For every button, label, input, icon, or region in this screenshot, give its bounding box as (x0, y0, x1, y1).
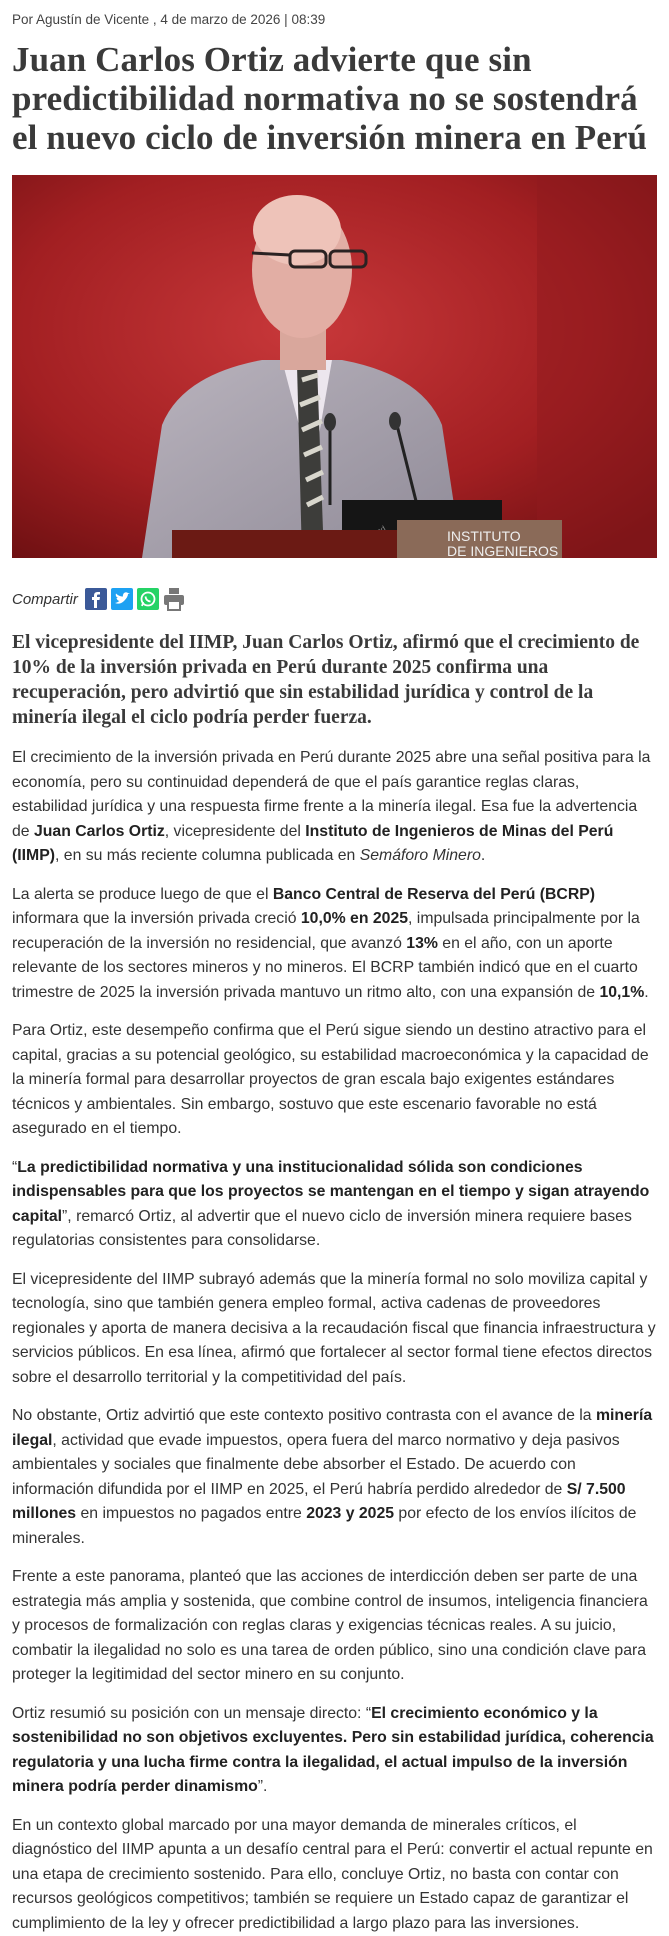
article-paragraph (12, 1814, 657, 1936)
bold-text: Instituto de Ingenieros de Minas del Perú (IIMP) (12, 823, 613, 865)
paragraph-text: por efecto de los envíos ilícitos de minerales. (12, 1505, 636, 1547)
article-paragraph (12, 1268, 657, 1391)
bold-text: S/ 7.500 millones (12, 1481, 626, 1523)
paragraph-text: ”. (258, 1778, 268, 1795)
whatsapp-icon[interactable] (137, 588, 159, 610)
bold-text: La predictibilidad normativa y una institucionalidad sólida son condiciones indispensables para que los proyectos se mantengan en el tiempo y sigan atrayendo capital (12, 1159, 649, 1225)
twitter-icon[interactable] (111, 588, 133, 610)
paragraph-text: En un contexto global marcado por una mayor demanda de minerales críticos, el diagnóstico del IIMP apunta a un desafío central para el Perú: convertir el actual repunte en una etapa de crecimiento sostenido. Para ello, concluye Ortiz, no basta con contar con recursos geológicos competitivos; también se requiere un Estado capaz de garantizar el cumplimiento de la ley y ofrecer predictibilidad a largo plazo para las inversiones. (12, 1817, 653, 1932)
byline: Por Agustín de Vicente , 4 de marzo de 2026 | 08:39 (12, 0, 657, 30)
paragraph-text: , impulsada principalmente por la recuperación de la inversión no residencial, que avanzó (12, 910, 640, 952)
facebook-icon[interactable] (85, 588, 107, 610)
bold-text: Juan Carlos Ortiz (34, 823, 165, 840)
bold-text: El crecimiento económico y la sostenibilidad no son objetivos excluyentes. Pero sin estabilidad jurídica, coherencia regulatoria y una lucha firme contra la ilegalidad, el actual impulso de la inversión minera podría perder dinamismo (12, 1705, 654, 1796)
paragraph-text: No obstante, Ortiz advirtió que este contexto positivo contrasta con el avance de la (12, 1407, 596, 1424)
article-paragraph (12, 1702, 657, 1800)
paragraph-text: Para Ortiz, este desempeño confirma que el Perú sigue siendo un destino atractivo para el capital, gracias a su potencial geológico, su estabilidad macroeconómica y la capacidad de la minería formal para desarrollar proyectos de gran escala bajo exigentes estándares técnicos y ambientales. Sin embargo, sostuvo que este escenario favorable no está asegurado en el tiempo. (12, 1022, 649, 1137)
bold-text: 2023 y 2025 (306, 1505, 394, 1522)
paragraph-text: , vicepresidente del (165, 823, 306, 840)
article-photo (12, 175, 657, 558)
paragraph-text: , en su más reciente columna publicada en (55, 847, 360, 864)
article-paragraph (12, 1404, 657, 1551)
article-paragraph (12, 883, 657, 1006)
paragraph-text: Ortiz resumió su posición con un mensaje directo: “ (12, 1705, 371, 1722)
article-lede: El vicepresidente del IIMP, Juan Carlos Ortiz, afirmó que el crecimiento de 10% de la inversión privada en Perú durante 2025 confirma una recuperación, pero advirtió que sin estabilidad jurídica y control de la minería ilegal el ciclo podría perder fuerza. (12, 630, 657, 730)
print-icon[interactable] (163, 588, 185, 610)
bold-text: 10,1% (599, 984, 644, 1001)
paragraph-text: en impuestos no pagados entre (76, 1505, 306, 1522)
italic-text: Semáforo Minero (360, 847, 481, 864)
paragraph-text: . (481, 847, 485, 864)
bold-text: minería ilegal (12, 1407, 652, 1449)
article-paragraph (12, 1565, 657, 1688)
share-label: Compartir (12, 591, 78, 608)
podium-text: INSTITUTO (447, 528, 521, 544)
paragraph-text: El vicepresidente del IIMP subrayó además que la minería formal no solo moviliza capital y tecnología, sino que también genera empleo formal, activa cadenas de proveedores regionales y aporta de manera decisiva a la recaudación fiscal que financia infraestructura y servicios públicos. En esa línea, afirmó que fortalecer al sector formal tiene efectos directos sobre el desarrollo territorial y la competitividad del país. (12, 1271, 656, 1386)
article-paragraph (12, 1156, 657, 1254)
paragraph-text: El crecimiento de la inversión privada en Perú durante 2025 abre una señal positiva para la economía, pero su continuidad dependerá de que el país garantice reglas claras, estabilidad jurídica y una respuesta firme frente a la minería ilegal. Esa fue la advertencia de (12, 749, 650, 840)
article-title: Juan Carlos Ortiz advierte que sin predictibilidad normativa no se sostendrá el nuevo ciclo de inversión minera en Perú (12, 40, 657, 157)
paragraph-text: La alerta se produce luego de que el (12, 886, 273, 903)
paragraph-text: , actividad que evade impuestos, opera fuera del marco normativo y deja pasivos ambientales y sociales que finalmente debe absorber el Estado. De acuerdo con información difundida por el IIMP en 2025, el Perú habría perdido alrededor de (12, 1432, 620, 1498)
paragraph-text: Frente a este panorama, planteó que las acciones de interdicción deben ser parte de una estrategia más amplia y sostenida, que combine control de insumos, inteligencia financiera y procesos de formalización con reglas claras y exigencias técnicas reales. A su juicio, combatir la ilegalidad no solo es una tarea de orden público, sino una condición clave para proteger la legitimidad del sector minero en su conjunto. (12, 1568, 648, 1683)
paragraph-text: “ (12, 1159, 17, 1176)
share-bar (12, 586, 657, 612)
paragraph-text: . (644, 984, 648, 1001)
article-body (12, 746, 657, 1936)
bold-text: 13% (406, 935, 438, 952)
bold-text: Banco Central de Reserva del Perú (BCRP) (273, 886, 595, 903)
podium-text: DE INGENIEROS (447, 543, 558, 558)
paragraph-text: en el año, con un aporte relevante de los sectores mineros y no mineros. El BCRP también indicó que en el cuarto trimestre de 2025 la inversión privada mantuvo un ritmo alto, con una expansión de (12, 935, 638, 1001)
article-paragraph (12, 1019, 657, 1142)
article-paragraph (12, 746, 657, 869)
bold-text: 10,0% en 2025 (301, 910, 408, 927)
paragraph-text: informara que la inversión privada creció (12, 910, 301, 927)
paragraph-text: ”, remarcó Ortiz, al advertir que el nuevo ciclo de inversión minera requiere bases regulatorias consistentes para consolidarse. (12, 1208, 632, 1250)
